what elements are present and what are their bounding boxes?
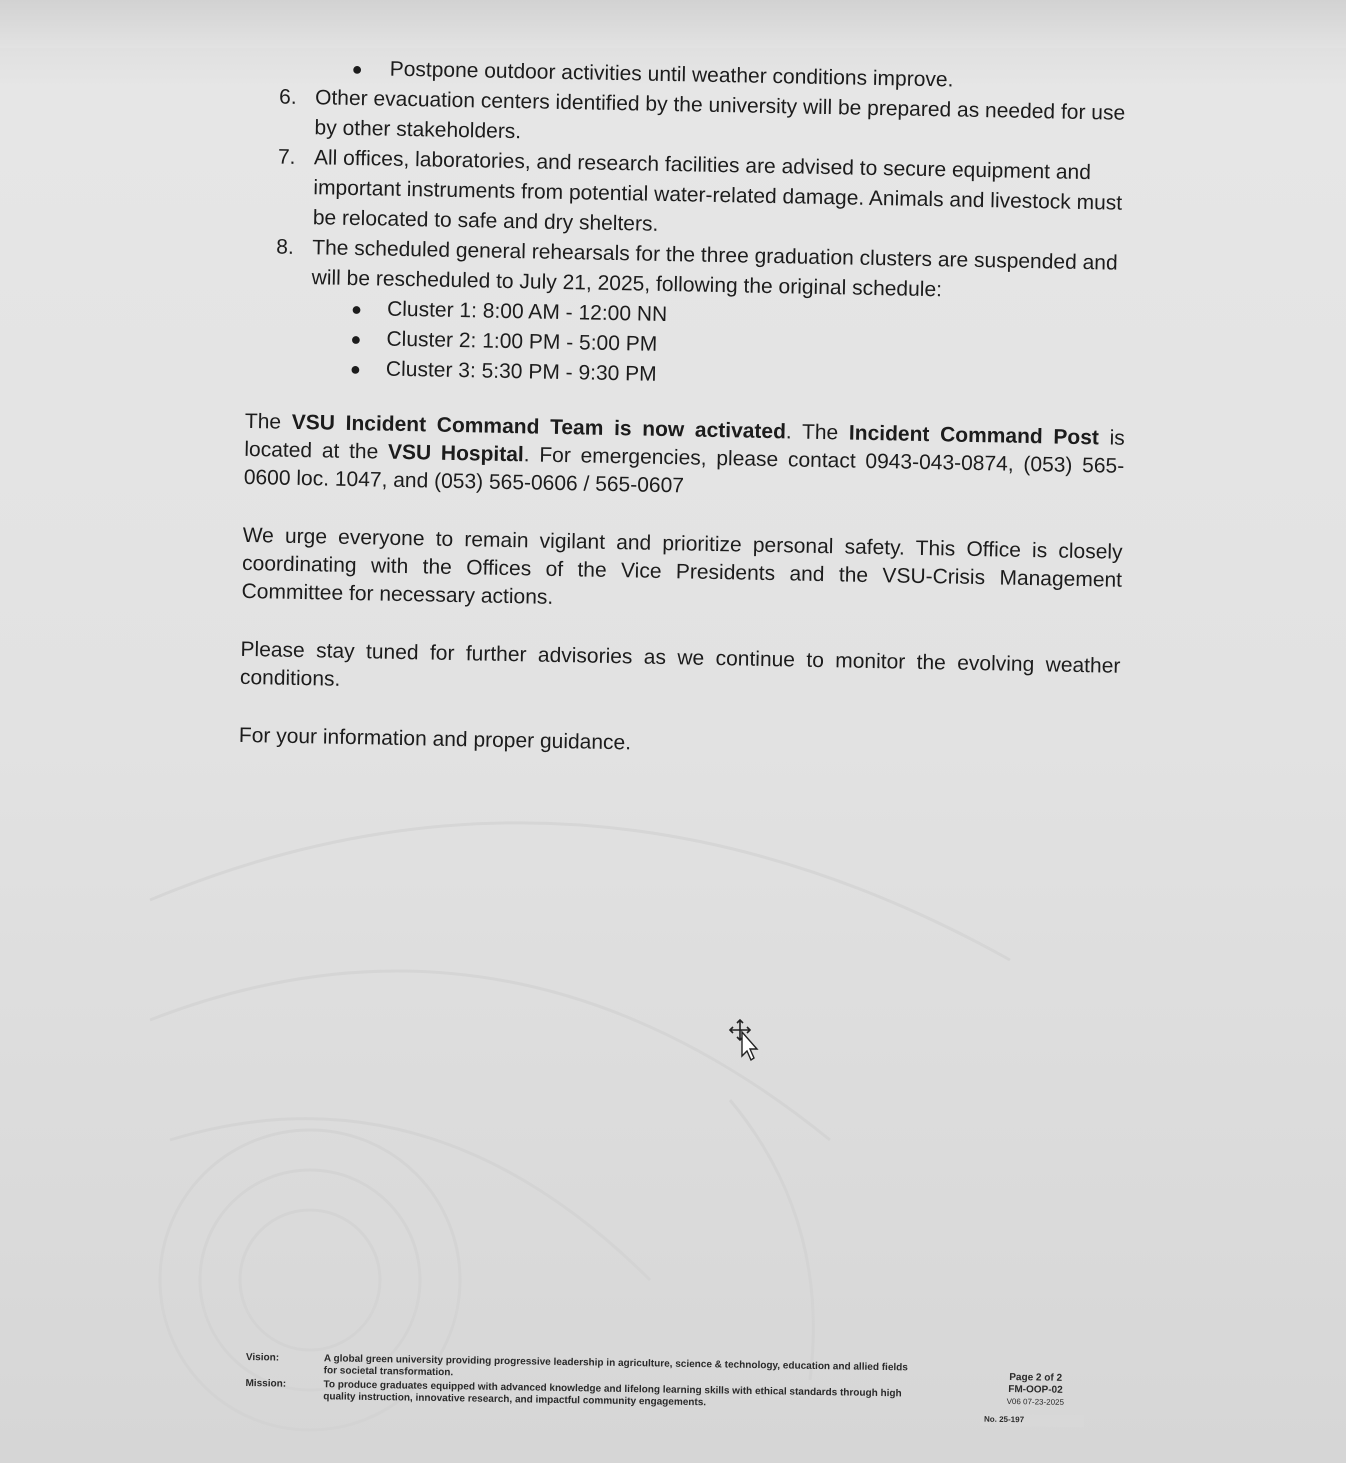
- paragraph-info: For your information and proper guidance.: [238, 723, 632, 755]
- vision-text: A global green university providing progressive leadership in agriculture, science & technology, education and allied fields for societal transformation.: [323, 1353, 908, 1379]
- cluster-text: Cluster 2: 1:00 PM - 5:00 PM: [386, 327, 658, 356]
- paragraph-command-team: [244, 408, 1125, 509]
- cluster-text: Cluster 3: 5:30 PM - 9:30 PM: [385, 357, 657, 386]
- bold-span: VSU Hospital: [387, 440, 524, 467]
- item-text: The scheduled general rehearsals for the three graduation clusters are suspended and will be rescheduled to July 21, 2025, following the original schedule:: [311, 236, 1118, 302]
- bullet-icon: ●: [351, 58, 363, 80]
- item-text: All offices, laboratories, and research facilities are advised to secure equipment and important instruments from potential water-related damage. Animals and livestock must be relocated to safe and dry shelters.: [312, 146, 1123, 236]
- bold-span: VSU Incident Command Team is now activated: [291, 410, 787, 444]
- cluster-text: Cluster 1: 8:00 AM - 12:00 NN: [386, 297, 668, 327]
- bullet-icon: ●: [350, 298, 363, 320]
- form-code: FM-OOP-02: [1008, 1383, 1063, 1396]
- item-number: 8.: [276, 235, 294, 259]
- bullet-text: Postpone outdoor activities until weather conditions improve.: [389, 57, 954, 92]
- document-body: [239, 52, 1132, 767]
- mission-text: To produce graduates equipped with advanced knowledge and lifelong learning skills with ethical standards through high quality instruction, innovative research, and impactful community engagements.: [323, 1379, 902, 1409]
- text-span: . For emergencies, please contact 0943-043-0874, (053) 565-0600 loc. 1047, and (053) 565-0606 / 565-0607: [243, 443, 1125, 498]
- text-span: is located at the: [244, 426, 1125, 464]
- page-number: Page 2 of 2: [1009, 1371, 1063, 1384]
- mission-label: Mission:: [245, 1377, 287, 1390]
- text-span: The: [244, 409, 292, 434]
- item-text: Other evacuation centers identified by the university will be prepared as needed for use by other stakeholders.: [314, 86, 1126, 144]
- document-footer: [245, 1352, 1086, 1425]
- item-number: 7.: [277, 145, 296, 169]
- document-number: No. 25-197: [980, 1414, 1084, 1428]
- vision-label: Vision:: [245, 1352, 280, 1364]
- form-meta: [980, 1372, 1091, 1428]
- text-span: . The: [785, 420, 850, 445]
- item-number: 6.: [278, 85, 297, 109]
- paragraph-urge: We urge everyone to remain vigilant and prioritize personal safety. This Office is closely coordinating with the Offices of the Vice Presidents and the VSU-Crisis Management Committee for necessary actions.: [241, 523, 1123, 609]
- paragraph-stay-tuned: Please stay tuned for further advisories as we continue to monitor the evolving weather conditions.: [239, 637, 1121, 691]
- form-version: V06 07-23-2025: [1006, 1396, 1065, 1407]
- move-cursor-icon: [726, 1018, 762, 1062]
- numbered-item-7: [277, 143, 1131, 249]
- bullet-icon: ●: [350, 328, 362, 350]
- bold-span: Incident Command Post: [848, 421, 1100, 450]
- bullet-icon: ●: [349, 358, 361, 380]
